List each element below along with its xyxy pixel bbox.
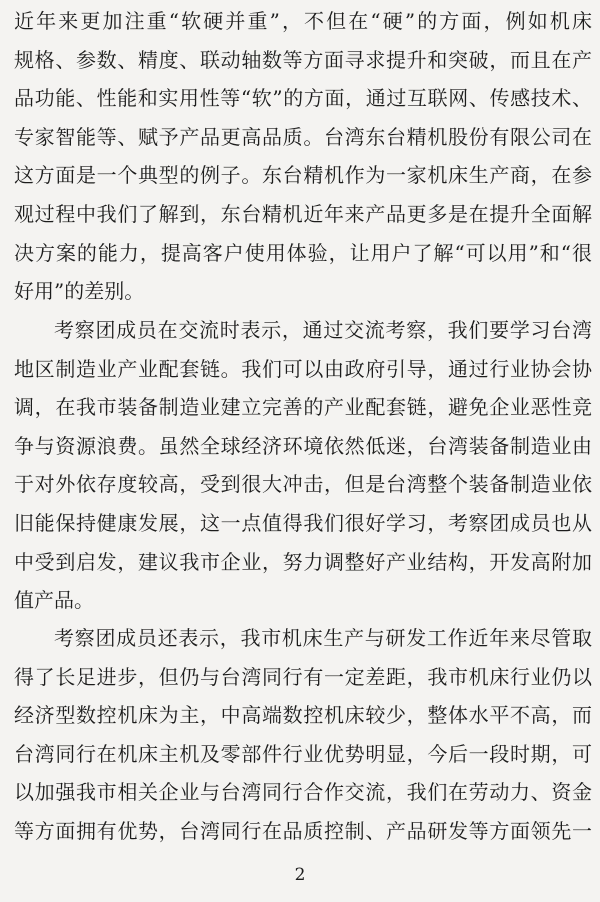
text-line: 专家智能等、赋予产品更高品质。台湾东台精机股份有限公司在 <box>14 124 592 149</box>
paragraph-1 <box>14 2 592 311</box>
text-line: 中受到启发，建议我市企业，努力调整好产业结构，开发高附加 <box>14 549 592 574</box>
text-line: 调，在我市装备制造业建立完善的产业配套链，避免企业恶性竞 <box>14 395 592 420</box>
paragraph-3 <box>14 619 592 851</box>
text-line: 得了长足进步，但仍与台湾同行有一定差距，我市机床行业仍以 <box>14 664 592 689</box>
paragraph-2 <box>14 311 592 620</box>
text-line: 品功能、性能和实用性等“软”的方面，通过互联网、传感技术、 <box>14 86 592 111</box>
text-line: 决方案的能力，提高客户使用体验，让用户了解“可以用”和“很 <box>14 240 592 265</box>
text-line: 近年来更加注重“软硬并重”，不但在“硬”的方面，例如机床 <box>14 9 592 33</box>
text-line: 争与资源浪费。虽然全球经济环境依然低迷，台湾装备制造业由 <box>14 433 592 458</box>
text-line: 这方面是一个典型的例子。东台精机作为一家机床生产商，在参 <box>14 163 592 188</box>
page-number: 2 <box>294 865 306 885</box>
text-line: 等方面拥有优势，台湾同行在品质控制、产品研发等方面领先一 <box>14 818 592 843</box>
text-line: 以加强我市相关企业与台湾同行合作交流，我们在劳动力、资金 <box>14 780 592 805</box>
text-line: 地区制造业产业配套链。我们可以由政府引导，通过行业协会协 <box>14 356 592 381</box>
text-line: 值产品。 <box>14 588 94 613</box>
text-line: 考察团成员还表示，我市机床生产与研发工作近年来尽管取 <box>54 626 592 650</box>
text-line: 规格、参数、精度、联动轴数等方面寻求提升和突破，而且在产 <box>14 47 592 72</box>
text-line: 台湾同行在机床主机及零部件行业优势明显，今后一段时期，可 <box>14 741 592 766</box>
text-line: 于对外依存度较高，受到很大冲击，但是台湾整个装备制造业依 <box>14 472 592 497</box>
text-line: 考察团成员在交流时表示，通过交流考察，我们要学习台湾 <box>54 318 592 342</box>
text-line: 经济型数控机床为主，中高端数控机床较少，整体水平不高，而 <box>14 703 592 728</box>
text-line: 旧能保持健康发展，这一点值得我们很好学习，考察团成员也从 <box>14 510 592 535</box>
text-line: 观过程中我们了解到，东台精机近年来产品更多是在提升全面解 <box>14 201 592 226</box>
text-line: 好用”的差别。 <box>14 279 145 304</box>
